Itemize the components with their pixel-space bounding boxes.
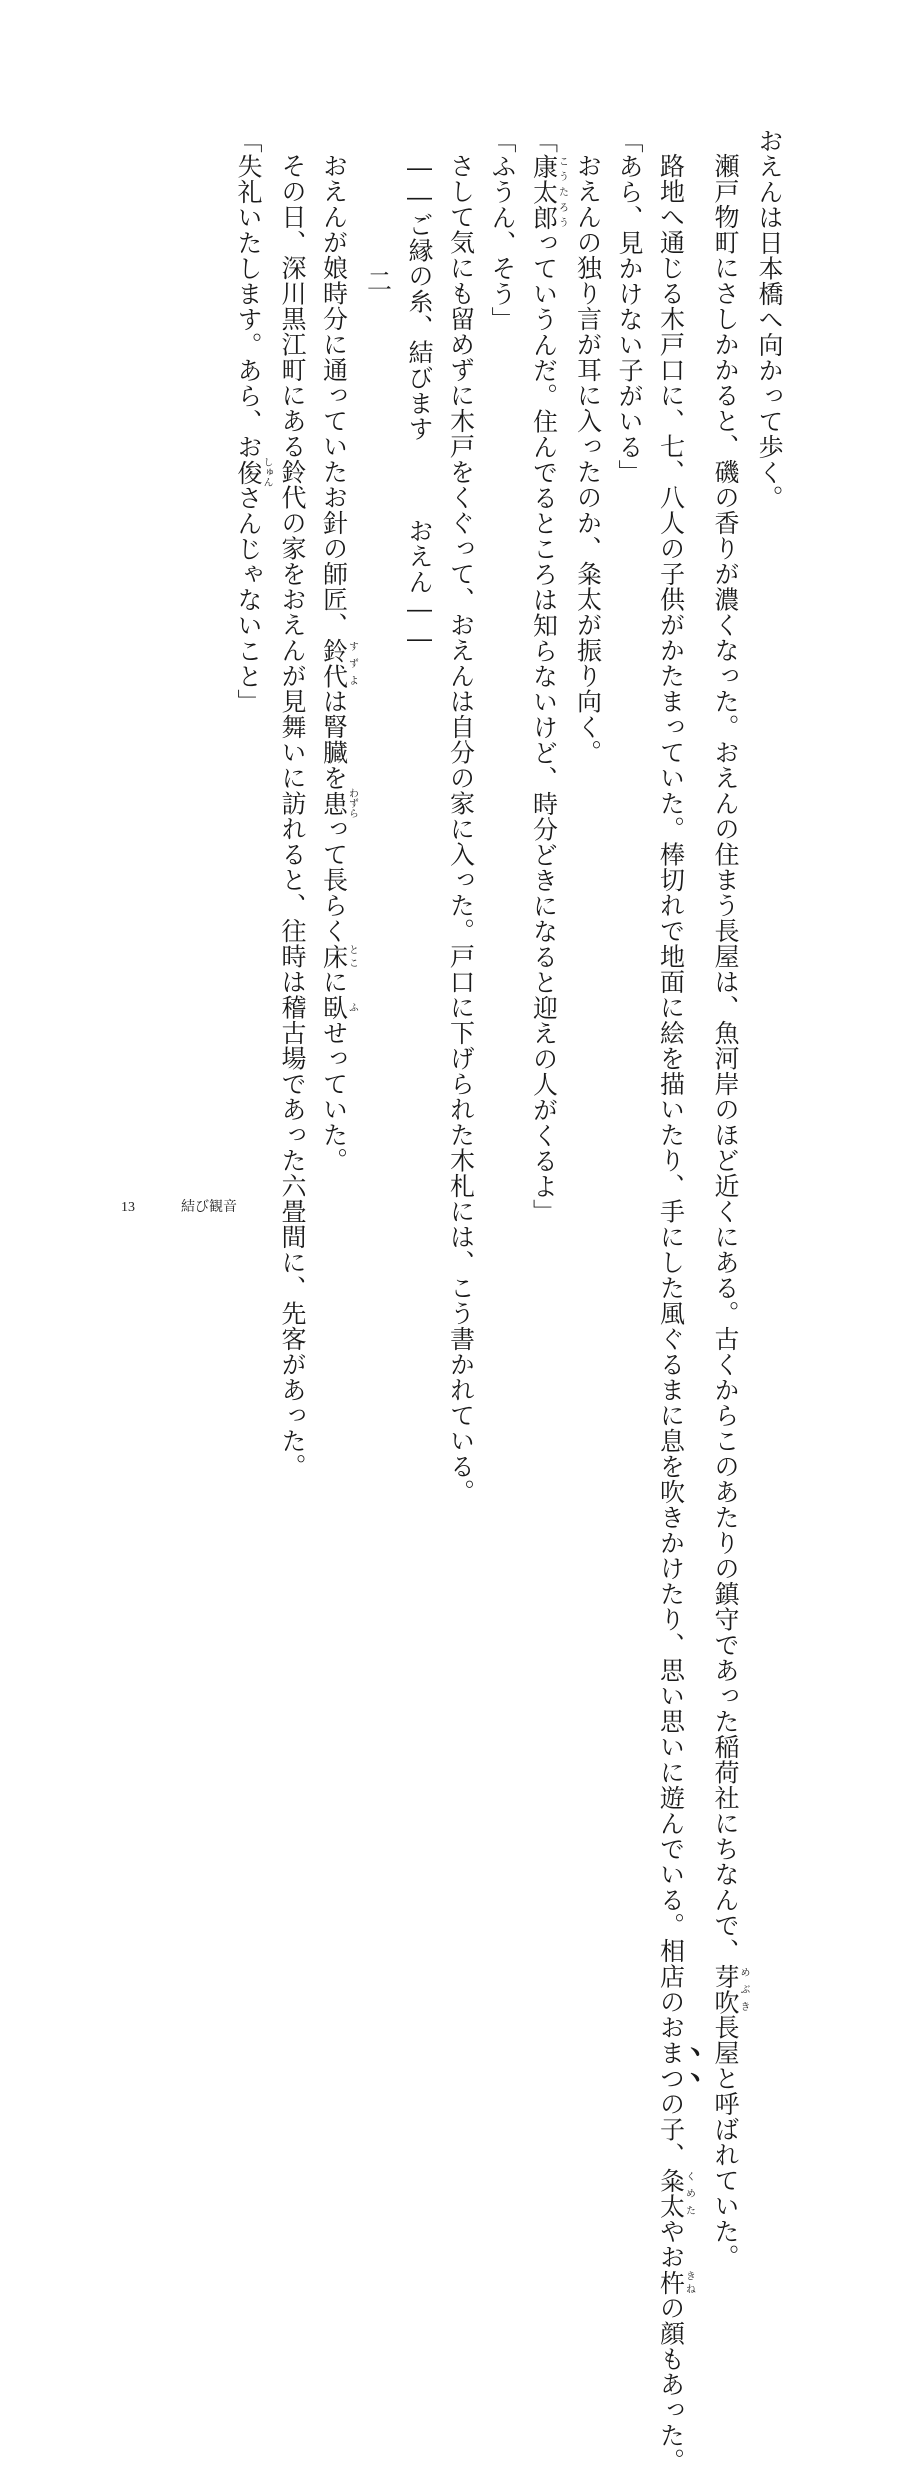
paragraph: 「康太郎こうたろうっていうんだ。住んでるところは知らないけど、時分どきになると迎えの人がくるよ」 (529, 128, 568, 1225)
signature: おえん―― (405, 518, 434, 654)
paragraph-text: やお (656, 2218, 686, 2270)
paragraph-text: おえんは日本橋へ向かって歩く。 (755, 128, 784, 511)
paragraph-text: は腎臓を (319, 688, 349, 791)
page-number: 13 (121, 1200, 135, 1215)
paragraph-text: さして気にも留めずに木戸をくぐって、おえんは自分の家に入った。戸口に下げられた木札には、こう書かれている。 (446, 153, 476, 1505)
paragraph: 路地へ通じる木戸口に、七、八人の子供がかたまっていた。棒切れで地面に絵を描いたり、手にした風ぐるまに息を吹きかけたり、思い思いに遊んでいる。相店のおまつの子、粂太くめたやお杵きねの顔もあった。 (656, 153, 695, 2474)
paragraph-text: 瀬戸物町にさしかかると、磯の香りが濃くなった。おえんの住まう長屋は、魚河岸のほど近くにある。古くからこのあたりの鎮守であった稲荷社にちなんで、 (711, 153, 740, 1964)
ruby-wazura: 患わずら (319, 788, 358, 819)
paragraph-text: に (319, 969, 349, 995)
paragraph (609, 128, 651, 1168)
ruby-mebuki: 芽吹めぶき (711, 1963, 749, 2015)
ruby-kumeta: 粂太くめた (656, 2167, 695, 2219)
paragraph-text: の顔もあった。 (656, 2295, 686, 2474)
paragraph (567, 128, 609, 1168)
paragraph-text: 「あら、見かけない子がいる」 (615, 128, 644, 485)
paragraph (482, 128, 524, 1168)
section-number: 二 (363, 268, 393, 294)
paragraph-text: っていうんだ。 (529, 230, 559, 409)
paragraph (272, 128, 314, 1479)
paragraph-text: って長らく (319, 816, 349, 944)
ruby-shun: 俊しゅん (234, 457, 272, 488)
page-footer (121, 1196, 237, 1216)
paragraph-text: 「失礼いたします。あら、 (234, 128, 263, 434)
paragraph-text: せっていた。 (319, 1020, 349, 1173)
ruby-suzuyo: 鈴代すずよ (319, 637, 358, 689)
paragraph (399, 128, 441, 1168)
paragraph (749, 128, 791, 1168)
section-heading (357, 128, 399, 1168)
paragraph (313, 128, 358, 1173)
ruby-fu: 臥ふ (319, 994, 358, 1020)
paragraph (705, 128, 749, 2270)
paragraph: 「失礼いたします。あら、お俊しゅんさんじゃないこと」 (234, 128, 272, 715)
ruby-toko: 床とこ (319, 943, 358, 969)
running-title: 結び観音 (181, 1199, 237, 1215)
paragraph-text: その日、深川黒江町にある鈴代の家をおえんが見舞いに訪れると、往時は稽古場であった六畳間に、先客があった。 (278, 153, 307, 1479)
paragraph (440, 128, 482, 1505)
paragraph-text: おえんが娘時分に通っていたお針の師匠、 (319, 153, 349, 638)
sign-text: ――ご縁の糸、結びます (405, 153, 434, 442)
emphasized-name: まつ (656, 2040, 686, 2091)
paragraph-text: 住んでるところは知らないけど、時分どきになると迎えの人がくるよ」 (529, 408, 559, 1225)
ruby-kine: 杵きね (656, 2269, 695, 2295)
paragraph-text: おえんの独り言が耳に入ったのか、粂太が振り向く。 (573, 153, 603, 765)
ruby-kotaro: 康太郎こうたろう (529, 153, 568, 230)
paragraph-text: さんじゃないこと」 (234, 485, 263, 715)
paragraph-text: 「ふうん、そう」 (488, 128, 517, 332)
paragraph-text: 路地へ通じる木戸口に、七、八人の子供がかたまっていた。棒切れで地面に絵を描いたり、手にした風ぐるまに息を吹きかけたり、思い思いに遊んでいる。相店のお (656, 153, 686, 2040)
paragraph-text: 長屋と呼ばれていた。 (711, 2014, 740, 2270)
